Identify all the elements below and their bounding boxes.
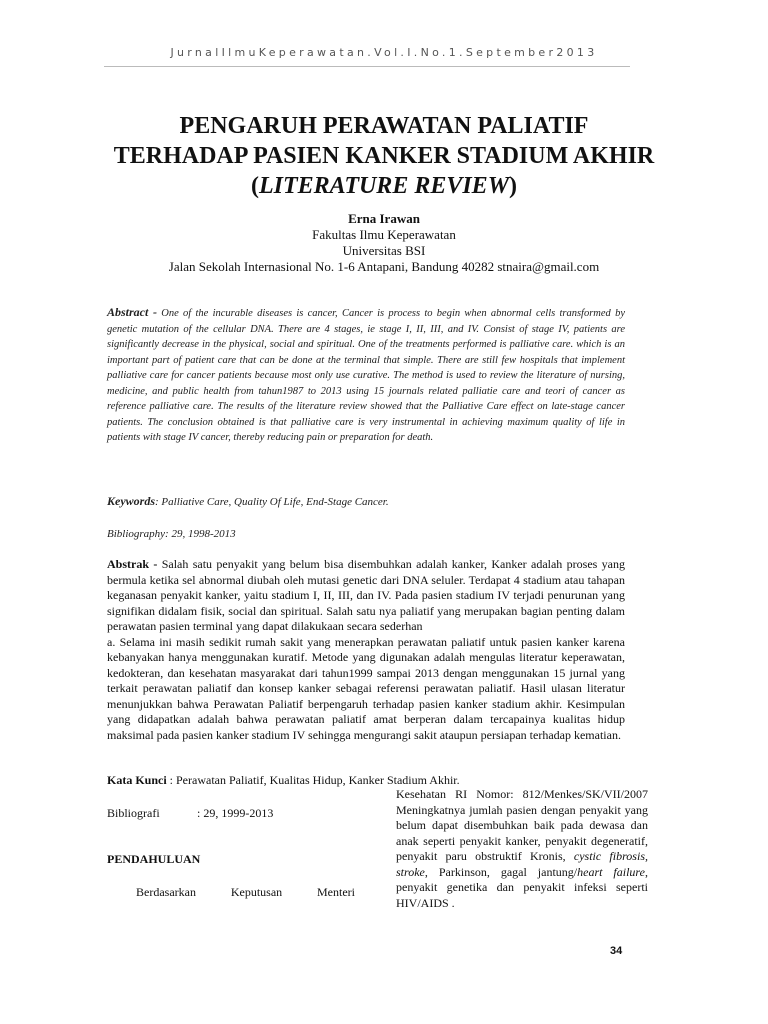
section-heading-pendahuluan: PENDAHULUAN xyxy=(107,852,201,866)
title-line-2: TERHADAP PASIEN KANKER STADIUM AKHIR xyxy=(113,143,655,169)
right-column-italic-2: heart failure xyxy=(577,864,645,879)
bibliografi-value: : 29, 1999-2013 xyxy=(197,806,274,820)
abstract-english xyxy=(107,305,625,446)
title-line-3 xyxy=(60,171,708,201)
bibliografi-label: Bibliografi xyxy=(107,806,160,820)
right-column-part-1: Kesehatan RI Nomor: 812/Menkes/SK/VII/2007 Meningkatnya jumlah pasien dengan penyakit yang belum dapat disembuhkan baik pada dewasa dan anak seperti penyakit kanker, penyakit degeneratif, penyakit paru obstruktif Kronis, xyxy=(396,787,648,863)
right-column-text xyxy=(396,787,648,911)
kata-kunci-text: : Perawatan Paliatif, Kualitas Hidup, Kanker Stadium Akhir. xyxy=(166,773,460,787)
title-line-1: PENGARUH PERAWATAN PALIATIF xyxy=(179,113,589,139)
page-number: 34 xyxy=(610,945,623,957)
right-column-italic-1: cystic fibrosis, stroke xyxy=(396,849,648,879)
kata-kunci xyxy=(107,773,460,788)
author-faculty: Fakultas Ilmu Keperawatan xyxy=(312,227,456,242)
header-rule xyxy=(104,66,630,67)
abstrak-paragraph-1 xyxy=(107,557,625,635)
keywords-english xyxy=(107,494,625,509)
title-literature-review: LITERATURE REVIEW xyxy=(258,173,510,199)
abstrak-paragraph-2: a. Selama ini masih sedikit rumah sakit yang menerapkan perawatan paliatif untuk pasien kanker karena kebanyakan hanya menggunakan kuratif. Metode yang digunakan adalah mengulas literatur keperawatan, kedokteran, dan kesehatan masyarakat dari tahun1999 sampai 2013 dengan menggunakan 15 jurnal yang terkait perawatan paliatif dan konsep kanker sebagai referensi perawatan paliatif. Hasil ulasan literatur menunjukkan bahwa Perawatan Paliatif berpengaruh terhadap pasien kanker stadium akhir. Kesimpulan yang didapatkan adalah bahwa perawatan paliatif amat berperan dalam tercapainya kualitas hidup maksimal pada pasien kanker stadium IV sehingga mengurangi sakit ataupun persiapan terhadap kematian. xyxy=(107,634,625,743)
abstrak-text-1: Salah satu penyakit yang belum bisa disembuhkan adalah kanker, Kanker adalah proses yang bermula ketika sel abnormal diubah oleh mutasi genetic dari DNA seluler. Terdapat 4 stadium atau tahapan keganasan penyakit kanker, yaitu stadium I, II, III, dan IV. Pada pasien stadium IV terjadi penurunan yang signifikan didalam fisik, social dan spiritual. Salah satu nya paliatif yang merupakan bagian penting dalam perawatan pasien terminal yang dapat dilakukaan secara sederhan xyxy=(107,557,625,634)
author-university: Universitas BSI xyxy=(342,243,426,258)
bibliografi xyxy=(107,806,377,821)
bibliography-english: Bibliography: 29, 1998-2013 xyxy=(107,528,236,540)
right-column-part-3: , penyakit genetika dan penyakit infeksi seperti HIV/AIDS . xyxy=(396,864,648,910)
author-name: Erna Irawan xyxy=(348,211,420,226)
kata-kunci-label: Kata Kunci xyxy=(107,773,167,787)
author-block xyxy=(60,211,708,275)
title-paren-open: ( xyxy=(250,173,259,199)
abstrak-label: Abstrak - xyxy=(107,557,158,571)
paper-title xyxy=(60,111,708,201)
abstract-label: Abstract - xyxy=(107,305,157,319)
running-header: JurnalIlmuKeperawatan.Vol.I.No.1.September2013 xyxy=(170,46,598,59)
right-column-part-2: , Parkinson, gagal jantung/ xyxy=(424,864,578,879)
author-address: Jalan Sekolah Internasional No. 1-6 Antapani, Bandung 40282 stnaira@gmail.com xyxy=(168,259,600,274)
keywords-text: : Palliative Care, Quality Of Life, End-Stage Cancer. xyxy=(155,496,389,508)
pendahuluan-left-text: Berdasarkan Keputusan Menteri xyxy=(136,885,355,899)
title-paren-close: ) xyxy=(509,173,518,199)
abstract-text: One of the incurable diseases is cancer, Cancer is process to begin when abnormal cells transformed by genetic mutation of the cellular DNA. There are 4 stages, ie stage I, II, III, and IV. Consist of stage IV, patients are significantly decrease in the physical, social and spiritual. One of the treatments performed is palliative care. which is an important part of patient care that can be done at the terminal that simple. There are still few hospitals that implement palliative care for cancer patients because most only use curative. The method is used to review the literature of nursing, medicine, and public health from tahun1987 to 2013 using 15 journals related palliatie care and teori of cancer as reference palliative care. The results of the literature review showed that the Palliative Care effect on late-stage cancer patients. The conclusion obtained is that palliative care is very instrumental in achieving maximum quality of life in patients with stage IV cancer, thereby reducing pain or preparation for death. xyxy=(107,308,625,444)
abstrak-indonesian xyxy=(107,557,625,744)
keywords-label: Keywords xyxy=(107,494,155,508)
